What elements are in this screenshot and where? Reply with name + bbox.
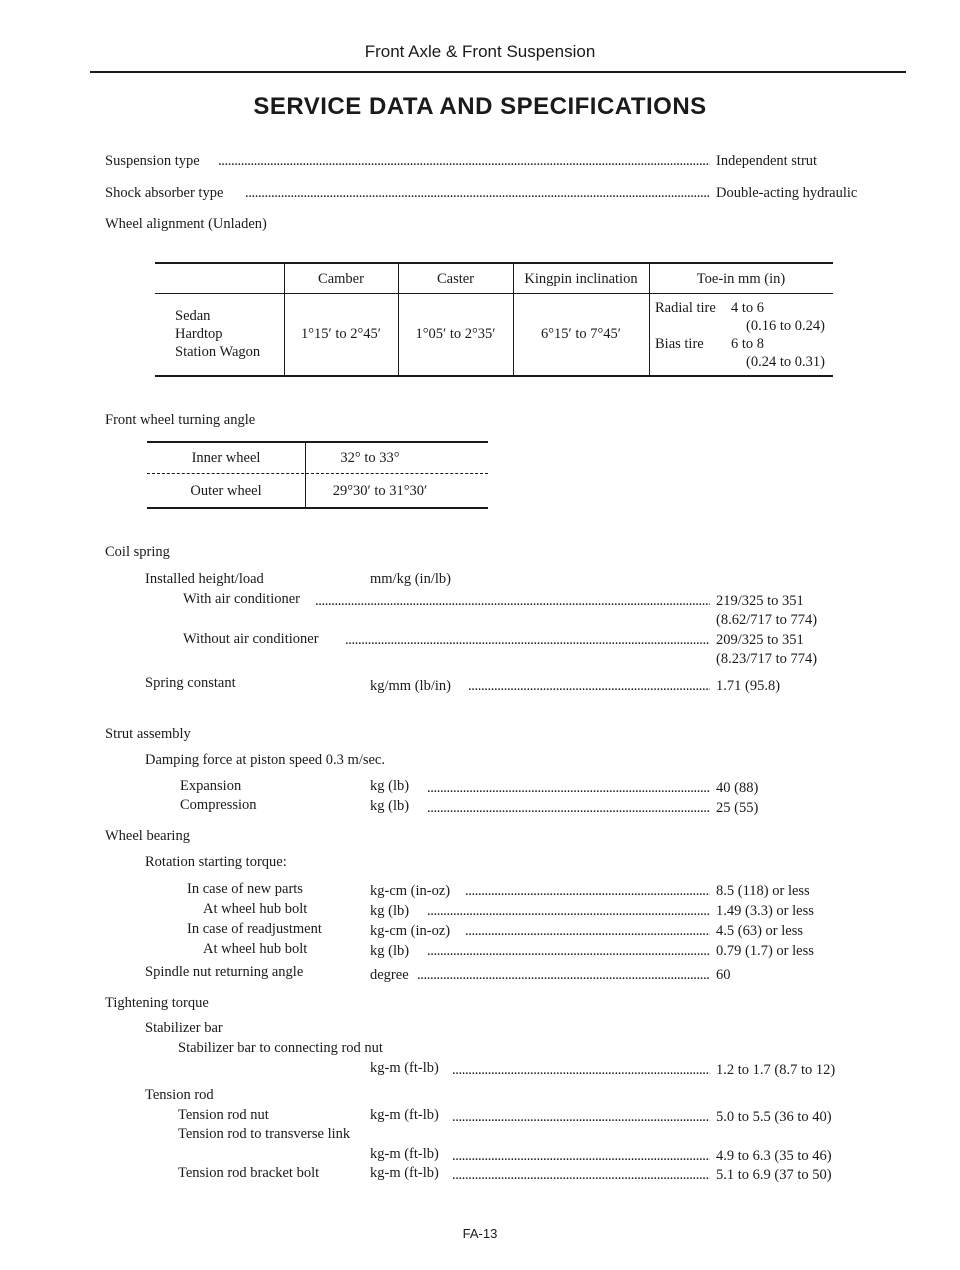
- with-ac-value: 219/325 to 351: [716, 593, 804, 609]
- turning-angle-heading: Front wheel turning angle: [105, 412, 256, 428]
- bearing-row-unit: kg-cm (in-oz): [370, 923, 451, 939]
- section-header: Front Axle & Front Suspension: [364, 42, 596, 61]
- spindle-nut-value: 60: [716, 967, 731, 983]
- expansion-label: Expansion: [180, 778, 242, 794]
- expansion-unit: kg (lb): [370, 778, 410, 794]
- model-sedan: Sedan: [175, 308, 211, 324]
- camber-value: 1°15′ to 2°45′: [301, 326, 381, 342]
- compression-unit: kg (lb): [370, 798, 410, 814]
- transverse-link-unit: kg-m (ft-lb): [370, 1146, 439, 1162]
- with-ac-label: With air conditioner: [183, 591, 300, 607]
- leader-dots: [427, 942, 710, 960]
- outer-wheel-value: 29°30′ to 31°30′: [332, 483, 428, 499]
- kingpin-value: 6°15′ to 7°45′: [541, 326, 621, 342]
- leader-dots: [452, 1166, 710, 1184]
- expansion-value: 40 (88): [716, 780, 759, 796]
- table-rule-dashed: [147, 473, 488, 474]
- coil-spring-heading: Coil spring: [105, 544, 170, 560]
- leader-dots: [315, 592, 710, 610]
- radial-tire-inches: (0.16 to 0.24): [746, 318, 825, 334]
- column-header-camber: Camber: [318, 271, 364, 287]
- strut-heading: Strut assembly: [105, 726, 191, 742]
- installed-height-label: Installed height/load: [145, 571, 264, 587]
- page-title: SERVICE DATA AND SPECIFICATIONS: [253, 93, 707, 120]
- tension-rod-label: Tension rod: [145, 1087, 214, 1103]
- without-ac-label: Without air conditioner: [183, 631, 319, 647]
- alignment-heading: Wheel alignment (Unladen): [105, 216, 267, 232]
- bracket-bolt-label: Tension rod bracket bolt: [178, 1165, 320, 1181]
- column-header-kingpin: Kingpin inclination: [524, 271, 638, 287]
- bearing-row-label: At wheel hub bolt: [203, 901, 308, 917]
- spindle-nut-label: Spindle nut returning angle: [145, 964, 304, 980]
- bearing-row-unit: kg (lb): [370, 903, 410, 919]
- table-rule: [147, 441, 488, 443]
- stabilizer-bar-label: Stabilizer bar: [145, 1020, 223, 1036]
- spindle-nut-unit: degree: [370, 967, 409, 983]
- leader-dots: [218, 152, 710, 170]
- installed-height-unit: mm/kg (in/lb): [370, 571, 451, 587]
- header-rule: [90, 71, 906, 73]
- inner-wheel-label: Inner wheel: [191, 450, 261, 466]
- wheel-bearing-heading: Wheel bearing: [105, 828, 190, 844]
- stabilizer-value: 1.2 to 1.7 (8.7 to 12): [716, 1062, 836, 1078]
- bearing-row-value: 1.49 (3.3) or less: [716, 903, 814, 919]
- stabilizer-unit: kg-m (ft-lb): [370, 1060, 439, 1076]
- table-rule: [155, 375, 833, 377]
- column-header-caster: Caster: [436, 271, 475, 287]
- column-header-toein: Toe-in mm (in): [696, 271, 786, 287]
- tension-rod-nut-unit: kg-m (ft-lb): [370, 1107, 439, 1123]
- inner-wheel-value: 32° to 33°: [340, 450, 400, 466]
- spring-constant-label: Spring constant: [145, 675, 236, 691]
- bearing-row-value: 4.5 (63) or less: [716, 923, 803, 939]
- transverse-link-value: 4.9 to 6.3 (35 to 46): [716, 1148, 832, 1164]
- leader-dots: [345, 631, 710, 649]
- compression-value: 25 (55): [716, 800, 759, 816]
- tension-rod-nut-value: 5.0 to 5.5 (36 to 40): [716, 1109, 832, 1125]
- compression-label: Compression: [180, 797, 257, 813]
- stabilizer-connecting-label: Stabilizer bar to connecting rod nut: [178, 1040, 383, 1056]
- damping-label: Damping force at piston speed 0.3 m/sec.: [145, 752, 385, 768]
- bearing-row-unit: kg (lb): [370, 943, 410, 959]
- bearing-row-value: 8.5 (118) or less: [716, 883, 810, 899]
- model-station-wagon: Station Wagon: [175, 344, 261, 360]
- transverse-link-label: Tension rod to transverse link: [178, 1126, 351, 1142]
- radial-tire-label: Radial tire: [655, 300, 716, 316]
- leader-dots: [468, 677, 710, 695]
- leader-dots: [245, 184, 710, 202]
- radial-tire-value: 4 to 6: [731, 300, 765, 316]
- suspension-type-value: Independent strut: [716, 153, 818, 169]
- table-rule: [147, 507, 488, 509]
- leader-dots: [427, 779, 710, 797]
- table-rule: [155, 293, 833, 294]
- bearing-row-value: 0.79 (1.7) or less: [716, 943, 814, 959]
- bearing-row-unit: kg-cm (in-oz): [370, 883, 451, 899]
- rotation-torque-label: Rotation starting torque:: [145, 854, 287, 870]
- suspension-type-label: Suspension type: [105, 153, 200, 169]
- page-number: FA-13: [462, 1226, 498, 1241]
- leader-dots: [465, 922, 710, 940]
- caster-value: 1°05′ to 2°35′: [415, 326, 496, 342]
- outer-wheel-label: Outer wheel: [190, 483, 262, 499]
- without-ac-value: 209/325 to 351: [716, 632, 804, 648]
- spring-constant-value: 1.71 (95.8): [716, 678, 781, 694]
- spring-constant-unit: kg/mm (lb/in): [370, 678, 451, 694]
- leader-dots: [452, 1147, 710, 1165]
- shock-absorber-label: Shock absorber type: [105, 185, 224, 201]
- bias-tire-value: 6 to 8: [731, 336, 765, 352]
- bracket-bolt-unit: kg-m (ft-lb): [370, 1165, 439, 1181]
- leader-dots: [427, 799, 710, 817]
- tension-rod-nut-label: Tension rod nut: [178, 1107, 269, 1123]
- leader-dots: [465, 882, 710, 900]
- bearing-row-label: In case of readjustment: [187, 921, 322, 937]
- bracket-bolt-value: 5.1 to 6.9 (37 to 50): [716, 1167, 832, 1183]
- tightening-torque-heading: Tightening torque: [105, 995, 209, 1011]
- leader-dots: [452, 1108, 710, 1126]
- shock-absorber-value: Double-acting hydraulic: [716, 185, 858, 201]
- table-rule: [155, 262, 833, 264]
- bias-tire-label: Bias tire: [655, 336, 704, 352]
- bearing-row-label: At wheel hub bolt: [203, 941, 308, 957]
- model-hardtop: Hardtop: [175, 326, 223, 342]
- leader-dots: [417, 966, 710, 984]
- without-ac-value-inches: (8.23/717 to 774): [716, 651, 818, 667]
- bearing-row-label: In case of new parts: [187, 881, 303, 897]
- leader-dots: [452, 1061, 710, 1079]
- bias-tire-inches: (0.24 to 0.31): [746, 354, 825, 370]
- leader-dots: [427, 902, 710, 920]
- with-ac-value-inches: (8.62/717 to 774): [716, 612, 818, 628]
